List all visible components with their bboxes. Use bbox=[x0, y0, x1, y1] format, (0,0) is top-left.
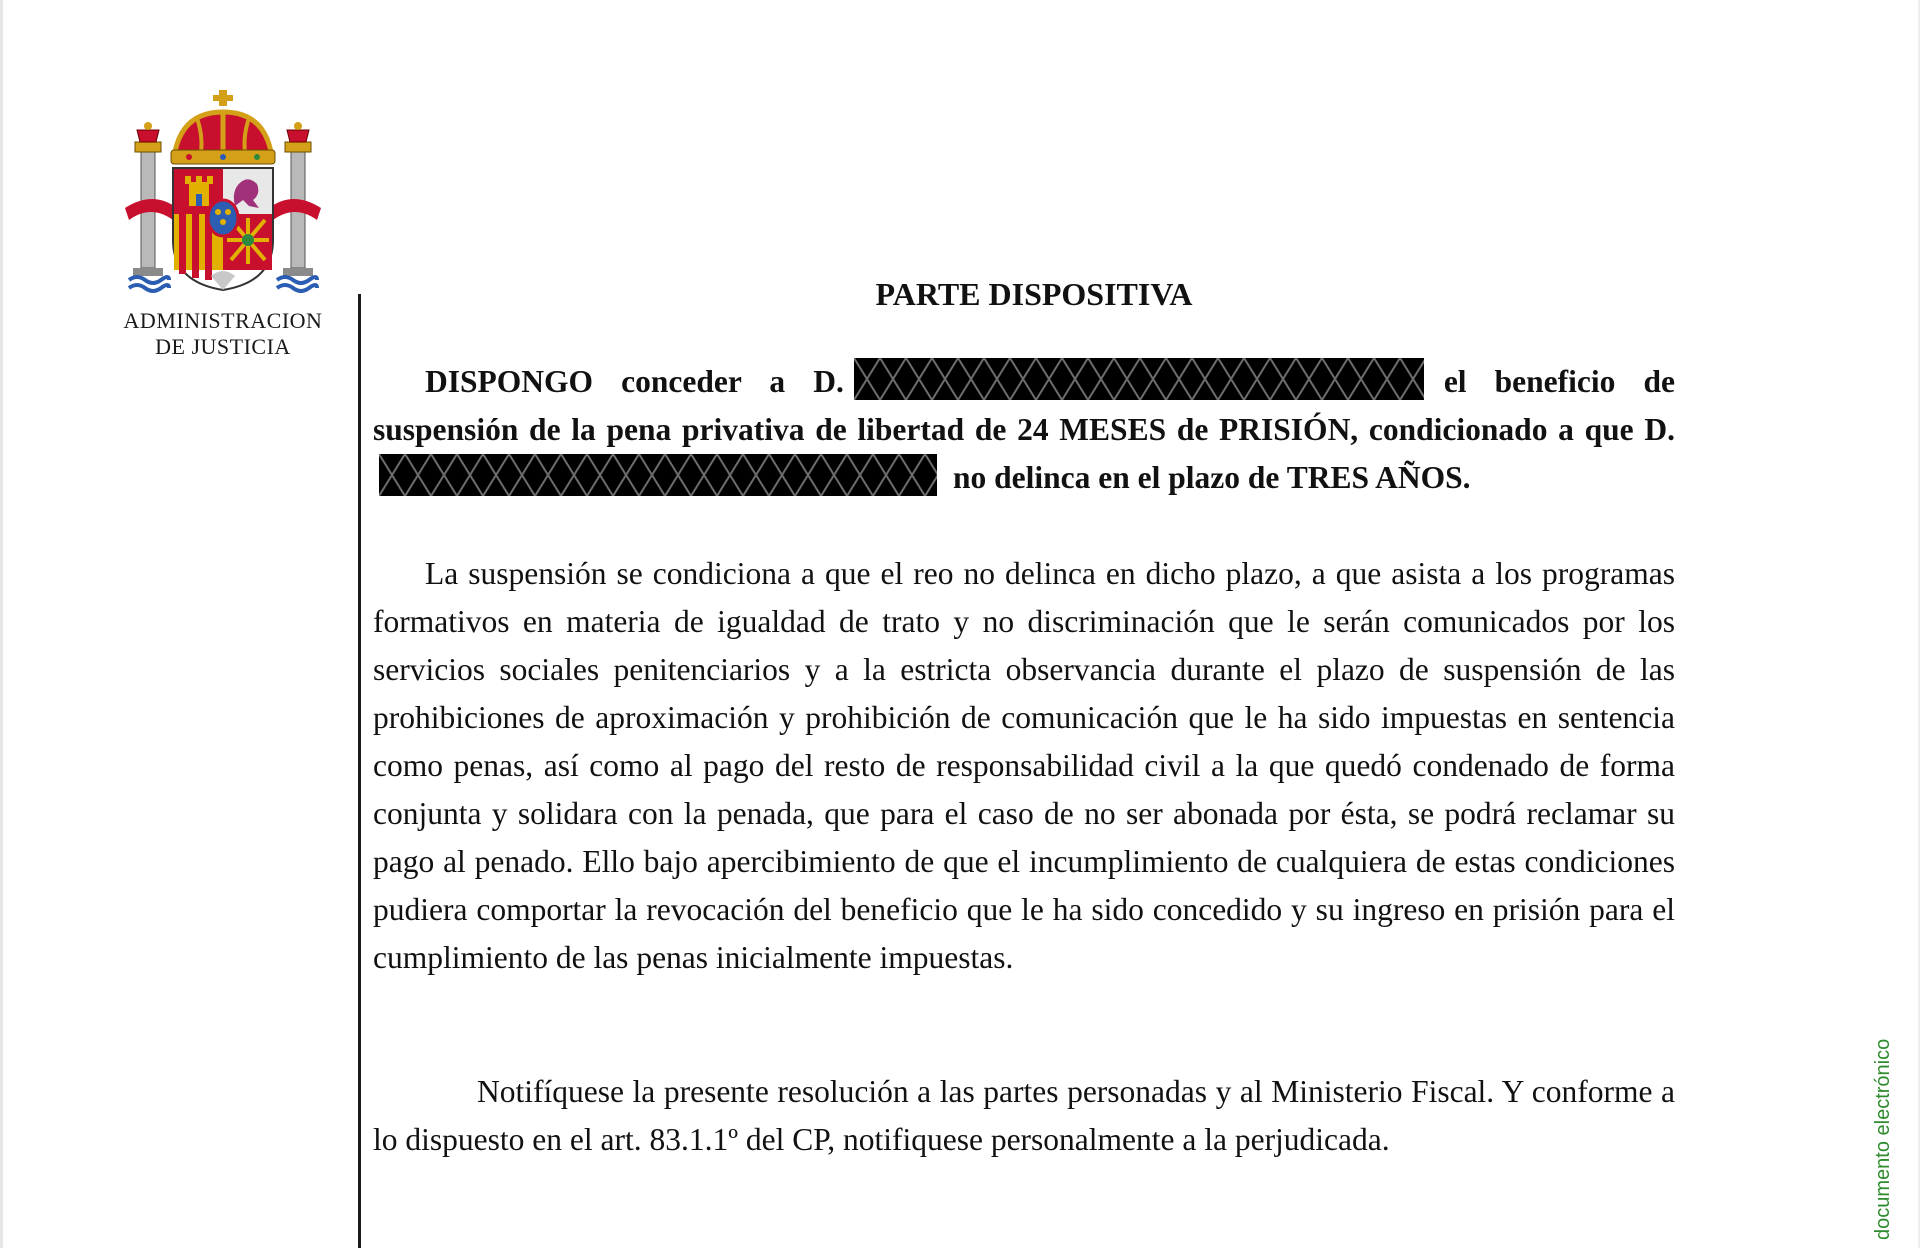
document-title: PARTE DISPOSITIVA bbox=[875, 276, 1193, 312]
administracion-justicia-logo bbox=[112, 90, 334, 360]
logo-caption bbox=[112, 308, 334, 360]
page-edge-left bbox=[0, 0, 3, 1248]
paragraph1-part1: DISPONGO conceder a D. bbox=[425, 364, 844, 399]
conditions-paragraph: La suspensión se condiciona a que el reo no delinca en dicho plazo, a que asista a los programas formativos en materia de igualdad de trato y no discriminación que le serán comunicados por los servicios sociales penitenciarios y a la estricta observancia durante el plazo de suspensión de las prohibiciones de aproximación y prohibición de comunicación que le ha sido impuestas en sentencia como penas, así como al pago del resto de responsabilidad civil a la que quedó condenado de forma conjunta y solidara con la penada, que para el caso de no ser abonada por ésta, se podrá reclamar su pago al penado. Ello bajo apercibimiento de que el incumplimiento de cualquiera de estas condiciones pudiera comportar la revocación del beneficio que le ha sido concedido y su ingreso en prisión para el cumplimiento de las penas inicialmente impuestas. bbox=[373, 556, 1675, 975]
dispositive-paragraph bbox=[373, 358, 1675, 502]
paragraph1-part3: no delinca en el plazo de TRES AÑOS. bbox=[953, 460, 1471, 495]
margin-rule bbox=[358, 294, 361, 1248]
royal-crown bbox=[171, 90, 275, 164]
paragraph1-part2: el beneficio de suspensión de la pena privativa de libertad de 24 MESES de PRISIÓN, condicionado a que D. bbox=[373, 364, 1675, 447]
coat-of-arms-of-spain-icon bbox=[123, 90, 323, 300]
document-body bbox=[373, 270, 1675, 1164]
notification-paragraph: Notifíquese la presente resolución a las partes personadas y al Ministerio Fiscal. Y conforme a lo dispuesto en el art. 83.1.1º del CP, notifiquese personalmente a la perjudicada. bbox=[373, 1074, 1675, 1157]
electronic-document-watermark: documento electrónico bbox=[1872, 1038, 1894, 1240]
logo-caption-line2: DE JUSTICIA bbox=[155, 334, 291, 359]
logo-caption-line1: ADMINISTRACION bbox=[123, 308, 323, 333]
redacted-name-2 bbox=[379, 454, 937, 496]
redacted-name-1 bbox=[854, 358, 1424, 400]
shield bbox=[173, 168, 273, 290]
